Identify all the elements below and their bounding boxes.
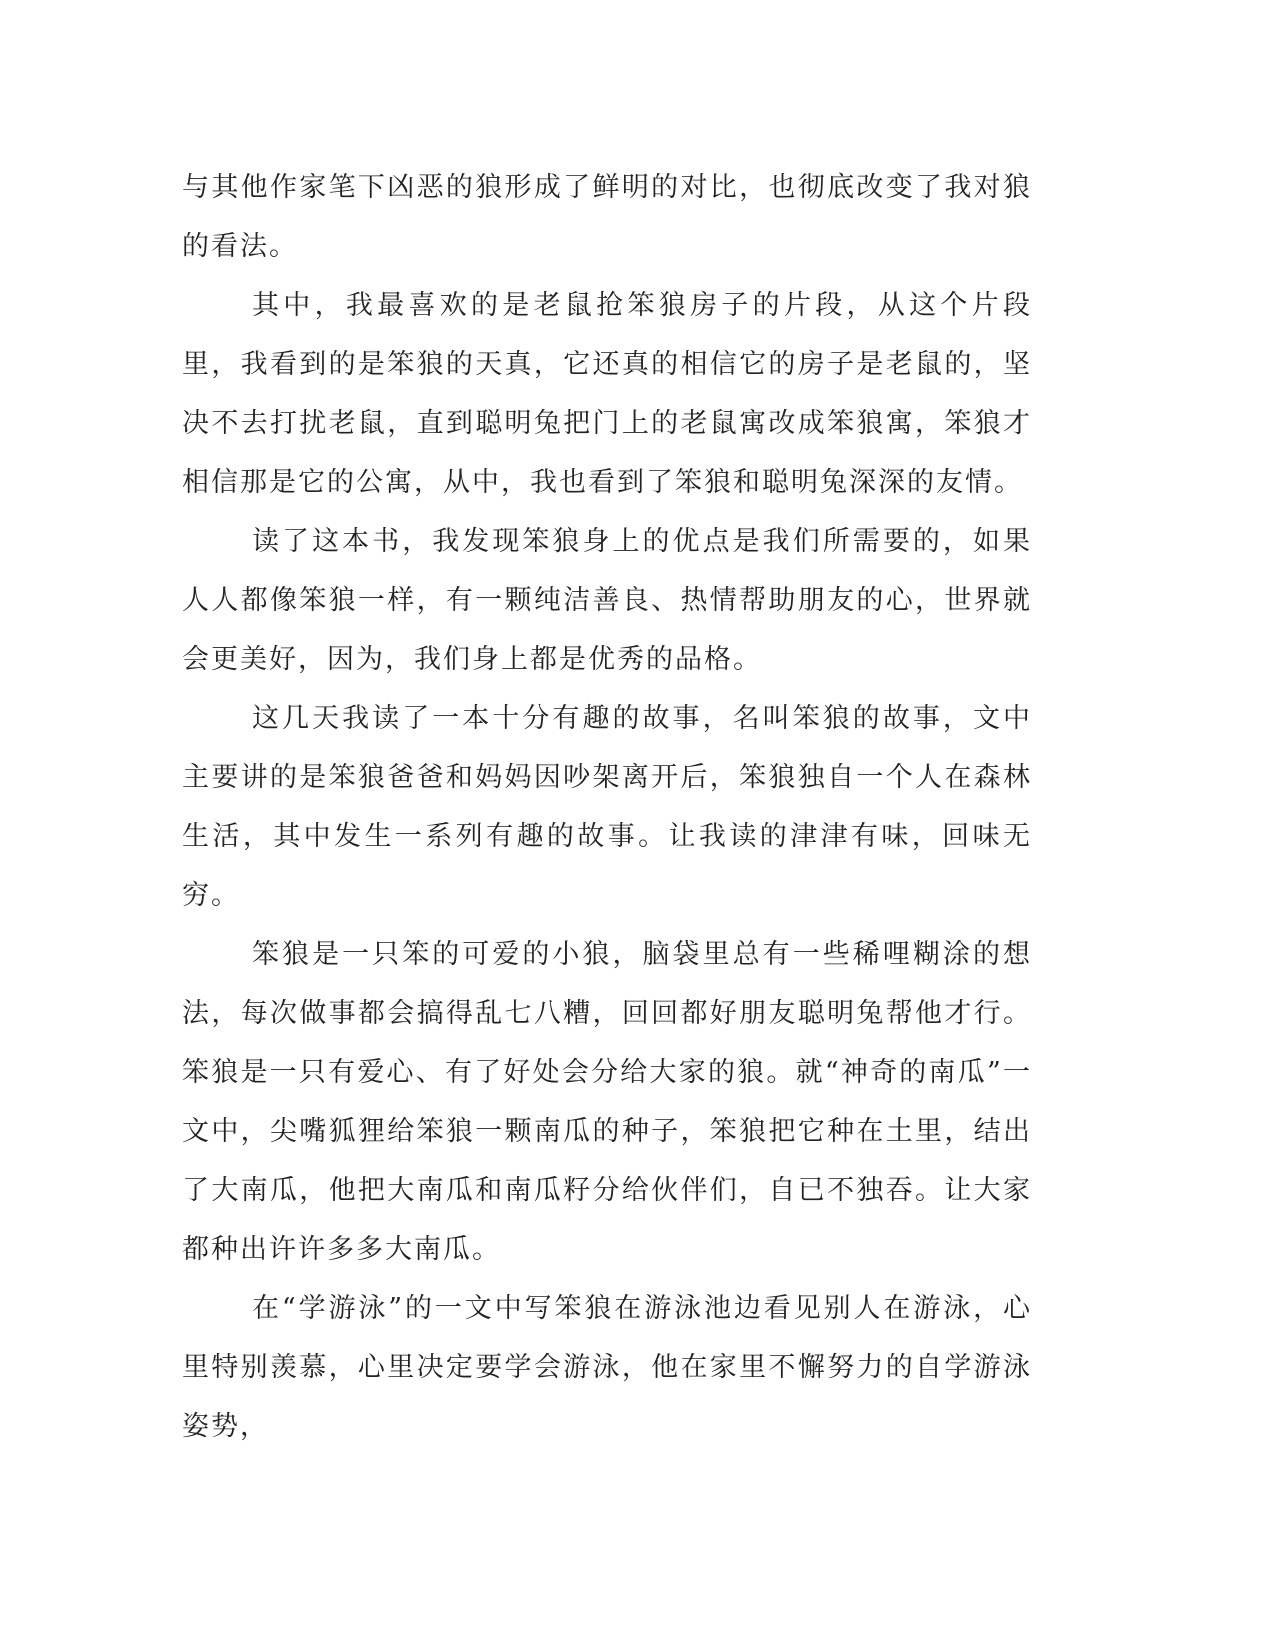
document-body [182, 158, 1032, 1456]
paragraph-5: 笨狼是一只笨的可爱的小狼，脑袋里总有一些稀哩糊涂的想法，每次做事都会搞得乱七八糟，回回都好朋友聪明兔帮他才行。笨狼是一只有爱心、有了好处会分给大家的狼。就“神奇的南瓜”一文中，尖嘴狐狸给笨狼一颗南瓜的种子，笨狼把它种在土里，结出了大南瓜，他把大南瓜和南瓜籽分给伙伴们，自已不独吞。让大家都种出许许多多大南瓜。 [182, 939, 1032, 1265]
paragraph-2: 其中，我最喜欢的是老鼠抢笨狼房子的片段，从这个片段里，我看到的是笨狼的天真，它还真的相信它的房子是老鼠的，坚决不去打扰老鼠，直到聪明兔把门上的老鼠寓改成笨狼寓，笨狼才相信那是它的公寓，从中，我也看到了笨狼和聪明兔深深的友情。 [182, 290, 1032, 498]
paragraph-4: 这几天我读了一本十分有趣的故事，名叫笨狼的故事，文中主要讲的是笨狼爸爸和妈妈因吵架离开后，笨狼独自一个人在森林生活，其中发生一系列有趣的故事。让我读的津津有味，回味无穷。 [182, 703, 1032, 911]
paragraph-3: 读了这本书，我发现笨狼身上的优点是我们所需要的，如果人人都像笨狼一样，有一颗纯洁善良、热情帮助朋友的心，世界就会更美好，因为，我们身上都是优秀的品格。 [182, 526, 1032, 675]
paragraph-1: 与其他作家笔下凶恶的狼形成了鲜明的对比，也彻底改变了我对狼的看法。 [182, 172, 1032, 262]
paragraph-6: 在“学游泳”的一文中写笨狼在游泳池边看见别人在游泳，心里特别羡慕，心里决定要学会游泳，他在家里不懈努力的自学游泳姿势， [182, 1293, 1032, 1442]
